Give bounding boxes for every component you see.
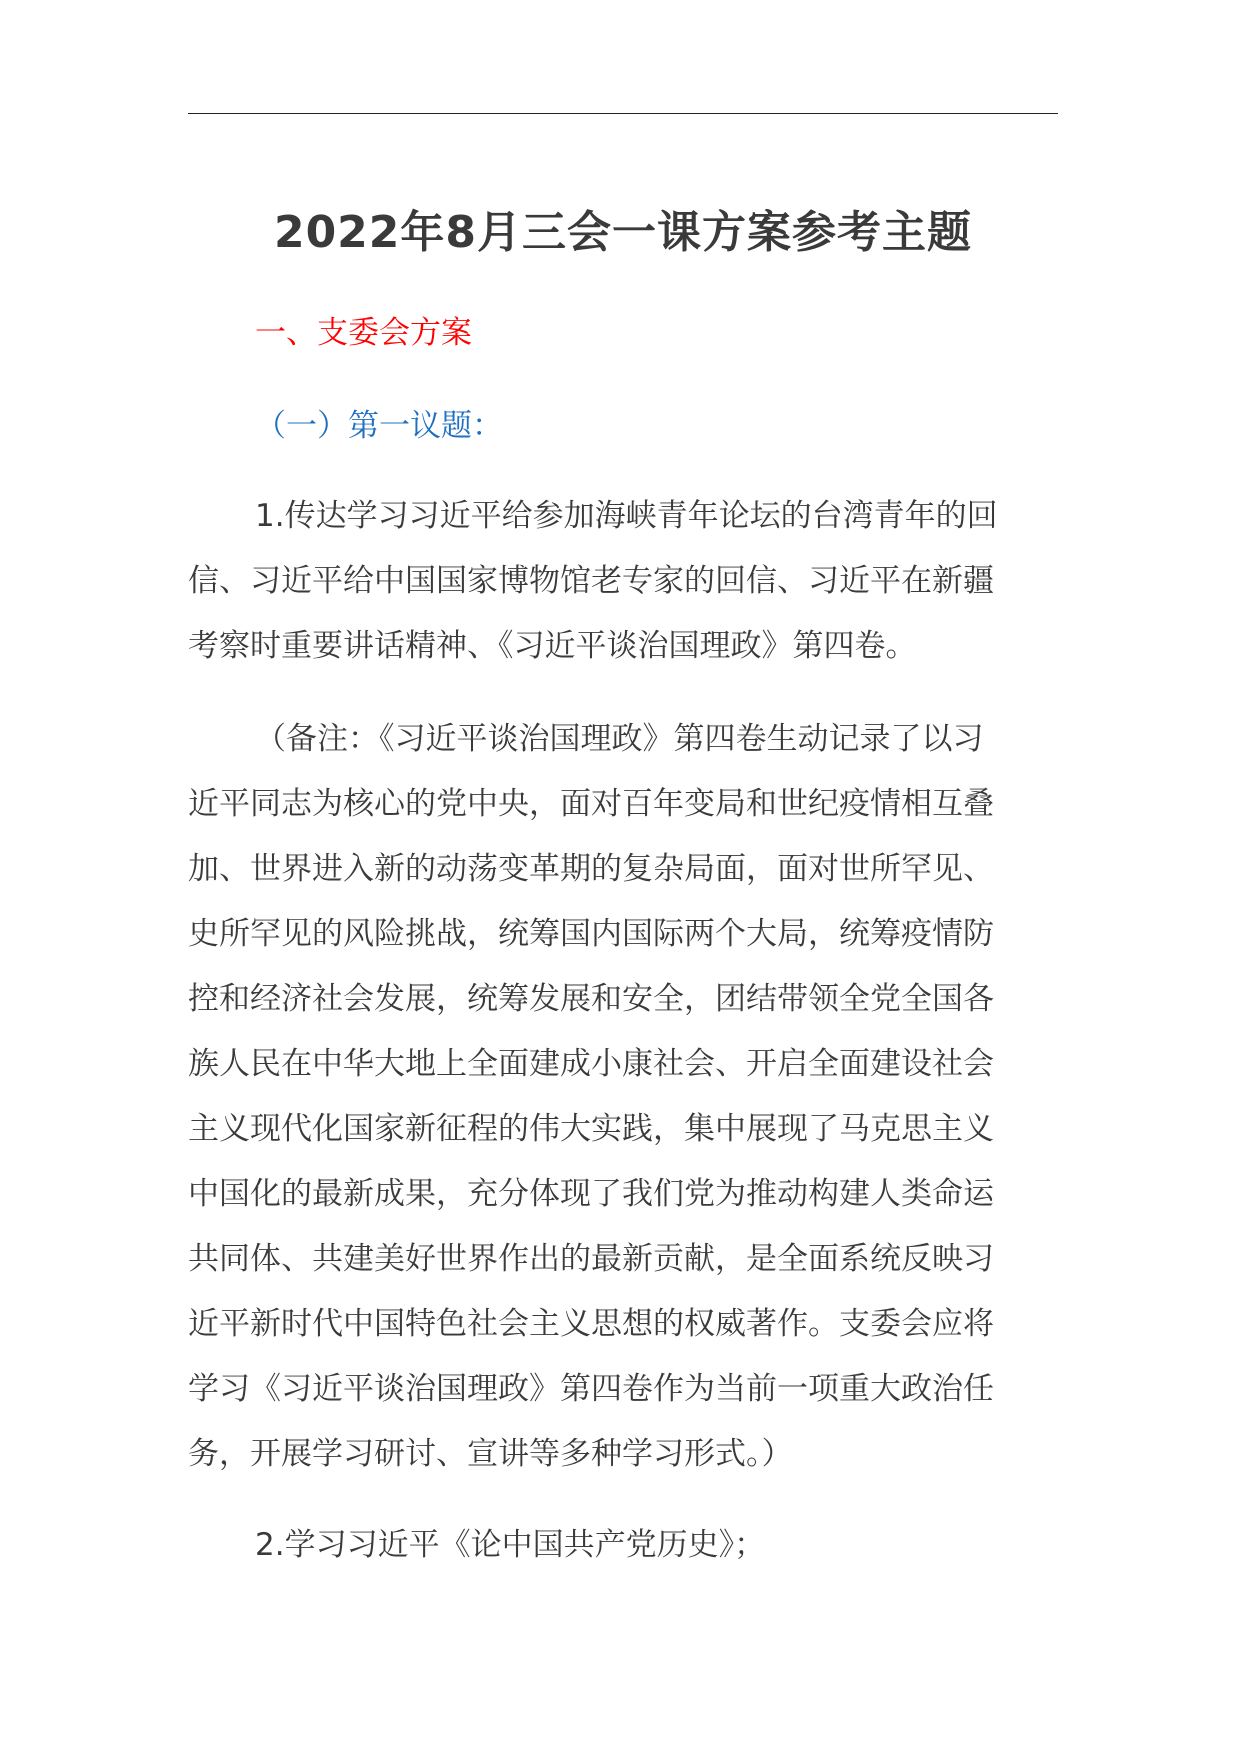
paragraph-line: 族人民在中华大地上全面建成小康社会、开启全面建设社会 <box>188 1046 994 1082</box>
document-title: 2022年8月三会一课方案参考主题 <box>273 207 973 258</box>
paragraph-line: 考察时重要讲话精神、《习近平谈治国理政》第四卷。 <box>188 628 917 664</box>
paragraph-line: 加、世界进入新的动荡变革期的复杂局面，面对世所罕见、 <box>188 851 994 887</box>
paragraph-line: 控和经济社会发展，统筹发展和安全，团结带领全党全国各 <box>188 981 994 1017</box>
paragraph-line: 共同体、共建美好世界作出的最新贡献，是全面系统反映习 <box>188 1241 994 1277</box>
paragraph-line: 近平新时代中国特色社会主义思想的权威著作。支委会应将 <box>188 1306 994 1342</box>
paragraph-item-1 <box>188 484 1034 679</box>
paragraph-line: 2.学习习近平《论中国共产党历史》； <box>255 1527 766 1563</box>
paragraph-item-2 <box>188 1513 1034 1578</box>
paragraph-line: 信、习近平给中国国家博物馆老专家的回信、习近平在新疆 <box>188 563 994 599</box>
header-rule <box>188 113 1058 114</box>
paragraph-line: （备注：《习近平谈治国理政》第四卷生动记录了以习 <box>255 721 984 757</box>
paragraph-note <box>188 707 1034 1487</box>
paragraph-line: 中国化的最新成果，充分体现了我们党为推动构建人类命运 <box>188 1176 994 1212</box>
paragraph-line: 近平同志为核心的党中央，面对百年变局和世纪疫情相互叠 <box>188 786 994 822</box>
paragraph-line: 主义现代化国家新征程的伟大实践，集中展现了马克思主义 <box>188 1111 994 1147</box>
paragraph-line: 史所罕见的风险挑战，统筹国内国际两个大局，统筹疫情防 <box>188 916 994 952</box>
paragraph-line: 务，开展学习研讨、宣讲等多种学习形式。） <box>188 1436 793 1472</box>
section-heading: 一、支委会方案 <box>255 315 472 351</box>
paragraph-line: 1.传达学习习近平给参加海峡青年论坛的台湾青年的回 <box>255 498 998 534</box>
subsection-heading: （一）第一议题： <box>255 408 503 444</box>
paragraph-line: 学习《习近平谈治国理政》第四卷作为当前一项重大政治任 <box>188 1371 994 1407</box>
